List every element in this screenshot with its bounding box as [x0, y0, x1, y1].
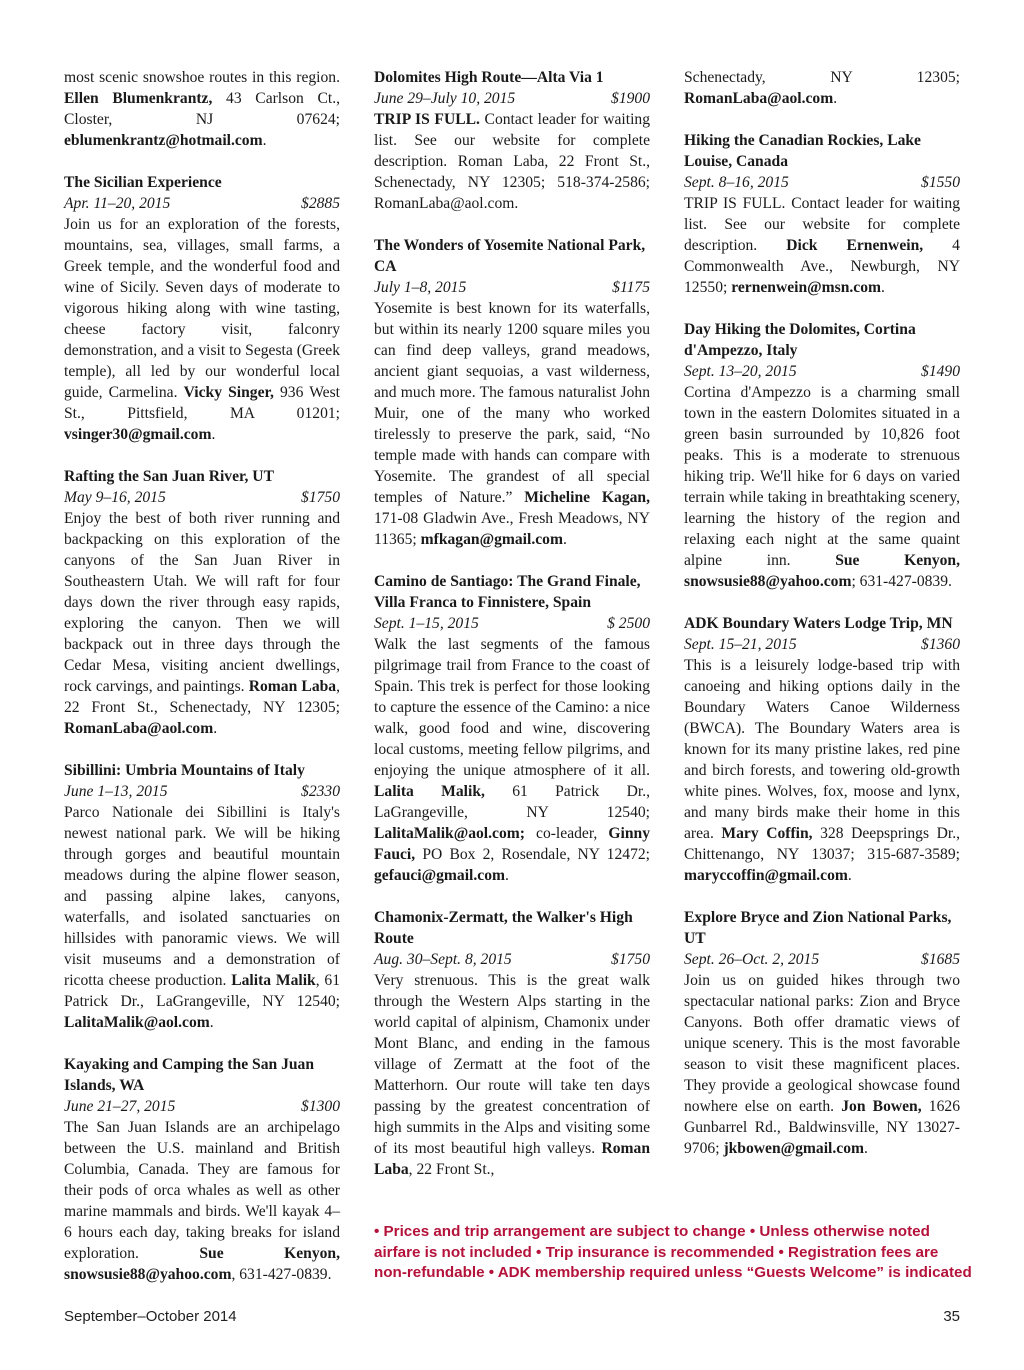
trip-price: $1750: [301, 489, 340, 506]
trip-listing: [374, 571, 650, 886]
trip-title: The Wonders of Yosemite National Park, CA: [374, 237, 646, 275]
trip-listing: [64, 172, 340, 445]
trip-meta: [64, 781, 340, 802]
leader-name: Vicky Singer,: [183, 384, 274, 401]
trip-meta: [684, 949, 960, 970]
trip-title: Camino de Santiago: The Grand Finale, Villa Franca to Finnistere, Spain: [374, 573, 641, 611]
trip-meta: [684, 172, 960, 193]
trip-price: $ 2500: [607, 615, 650, 632]
trip-listing: [64, 1054, 340, 1285]
leader-address: 1626 Gunbarrel Rd., Baldwinsville, NY 13027-9706;: [684, 1098, 960, 1157]
trip-title: Kayaking and Camping the San Juan Islands, WA: [64, 1056, 315, 1094]
trip-meta: [684, 634, 960, 655]
trip-full-notice: TRIP IS FULL.: [374, 111, 480, 128]
leader-name: Lalita Malik,: [374, 783, 485, 800]
leader-phone: , 631-427-0839.: [231, 1266, 332, 1283]
trip-dates: July 1–8, 2015: [374, 279, 467, 296]
trip-price: $1175: [612, 279, 650, 296]
trip-dates: May 9–16, 2015: [64, 489, 166, 506]
trip-dates: Sept. 1–15, 2015: [374, 615, 479, 632]
leader-name: Lalita Malik: [231, 972, 316, 989]
leader-email[interactable]: LalitaMalik@aol.com: [64, 1014, 210, 1031]
trip-title: Hiking the Canadian Rockies, Lake Louise, Canada: [684, 132, 921, 170]
leader-address: , 22 Front St.,: [408, 1161, 495, 1178]
trip-dates: Apr. 11–20, 2015: [64, 195, 171, 212]
leader-name: Ellen Blumenkrantz,: [64, 90, 213, 107]
trip-price: $2330: [301, 783, 340, 800]
trip-listing: [374, 235, 650, 550]
trip-listing: [684, 613, 960, 886]
leader-phone: ; 631-427-0839.: [851, 573, 952, 590]
trip-description: This is a leisurely lodge-based trip with canoeing and hiking options daily in the Boundary Waters Canoe Wilderness (BWCA). The Boundary Waters area is known for its many pristine lakes, red pine and birch forests, and towering old-growth white pines. Wolves, fox, moose and lynx, and many birds make their home in this area. Mary Coffin, 328 Deepsprings Dr., Chittenango, NY 13037; 315-687-3589; maryccoffin@gmail.com.: [684, 657, 960, 884]
trip-meta: [374, 613, 650, 634]
trip-price: $1685: [921, 951, 960, 968]
trip-listing: [684, 319, 960, 592]
leader-name: Micheline Kagan,: [524, 489, 650, 506]
trip-listing: [684, 130, 960, 298]
trip-listing: [64, 466, 340, 739]
co-leader-name: Ginny Fauci,: [374, 825, 650, 863]
leader-name: Dick Ernenwein,: [786, 237, 924, 254]
leader-email[interactable]: RomanLaba@aol.com: [64, 720, 214, 737]
trip-dates: June 21–27, 2015: [64, 1098, 176, 1115]
trip-description: Parco Nationale dei Sibillini is Italy's newest national park. We will be hiking through gorges and beautiful mountain meadows during the alpine flower season, and passing alpine lakes, canyons, waterfalls, and isolated sanctuaries on hillsides with panoramic views. We will visit museums and a demonstration of ricotta cheese production. Lalita Malik, 61 Patrick Dr., LaGrangeville, NY 12540; LalitaMalik@aol.com.: [64, 804, 340, 1031]
trip-description: Join us for an exploration of the forests, mountains, sea, villages, small farms, a Greek temple, and the wonderful food and wine of Sicily. Seven days of moderate to vigorous hiking along with wine tasting, cheese factory visit, falconry demonstration, and a visit to Segesta (Greek temple), all led by our wonderful local guide, Carmelina. Vicky Singer, 936 West St., Pittsfield, MA 01201; vsinger30@gmail.com.: [64, 216, 341, 443]
co-leader-email[interactable]: gefauci@gmail.com: [374, 867, 505, 884]
trip-meta: [64, 193, 340, 214]
trip-listing: [374, 907, 650, 1180]
leader-name: Roman Laba: [374, 1140, 650, 1178]
trip-meta: [374, 277, 650, 298]
trip-title: ADK Boundary Waters Lodge Trip, MN: [684, 615, 953, 632]
leader-email[interactable]: vsinger30@gmail.com: [64, 426, 212, 443]
page-number: 35: [943, 1308, 960, 1325]
trip-price: $1900: [611, 90, 650, 107]
trip-listing: [684, 907, 960, 1159]
leader-address: 4 Commonwealth Ave., Newburgh, NY 12550;: [684, 237, 960, 296]
trip-meta: [64, 1096, 340, 1117]
trip-listing: [374, 67, 650, 214]
leader-address: , 61 Patrick Dr., LaGrangeville, NY 12540;: [64, 972, 340, 1010]
trip-meta: [684, 361, 960, 382]
trip-price: $1490: [921, 363, 960, 380]
notice-line: • Prices and trip arrangement are subject to change • Unless otherwise noted: [374, 1223, 930, 1240]
co-leader-address: PO Box 2, Rosendale, NY 12472;: [415, 846, 650, 863]
leader-address: 328 Deepsprings Dr., Chittenango, NY 13037; 315-687-3589;: [684, 825, 960, 863]
trip-description: Very strenuous. This is the great walk through the Western Alps starting in the world capital of alpinism, Chamonix under Mont Blanc, and ending in the famous village of Zermatt at the foot of the Matterhorn. Our route will take ten days passing by the greatest concentration of high summits in the Alps and visiting some of its most beautiful high valleys. Roman Laba, 22 Front St.,: [374, 972, 650, 1178]
leader-contact[interactable]: Sue Kenyon, snowsusie88@yahoo.com: [684, 552, 960, 590]
leader-address: 936 West St., Pittsfield, MA 01201;: [64, 384, 341, 422]
leader-name: Mary Coffin,: [721, 825, 813, 842]
leader-address: 43 Carlson Ct., Closter, NJ 07624;: [64, 90, 340, 128]
trip-meta: [64, 487, 340, 508]
notice-line: non-refundable • ADK membership required unless “Guests Welcome” is indicated: [374, 1264, 972, 1281]
trip-price: $1300: [301, 1098, 340, 1115]
trip-title: Sibillini: Umbria Mountains of Italy: [64, 762, 305, 779]
column-1: [64, 67, 340, 1306]
trip-dates: June 29–July 10, 2015: [374, 90, 516, 107]
trip-price: $2885: [301, 195, 340, 212]
continued-listing: Schenectady, NY 12305; RomanLaba@aol.com.: [684, 69, 960, 107]
trip-meta: [374, 949, 650, 970]
trip-title: Day Hiking the Dolomites, Cortina d'Ampezzo, Italy: [684, 321, 916, 359]
trip-description: Walk the last segments of the famous pilgrimage trail from France to the coast of Spain. This trek is perfect for those looking to capture the essence of the Camino: a nice walk, good food and wine, discovering local customs, meeting fellow pilgrims, and enjoying the unique atmosphere of it all. Lalita Malik, 61 Patrick Dr., LaGrangeville, NY 12540; LalitaMalik@aol.com; co-leader, Ginny Fauci, PO Box 2, Rosendale, NY 12472; gefauci@gmail.com.: [374, 636, 650, 884]
trip-price: $1750: [611, 951, 650, 968]
trip-dates: Sept. 26–Oct. 2, 2015: [684, 951, 820, 968]
issue-date: September–October 2014: [64, 1308, 237, 1325]
continued-listing: most scenic snowshoe routes in this region. Ellen Blumenkrantz, 43 Carlson Ct., Closter, NJ 07624; eblumenkrantz@hotmail.com.: [64, 69, 340, 149]
column-2: [374, 67, 650, 1201]
trip-dates: Aug. 30–Sept. 8, 2015: [374, 951, 512, 968]
trip-description: The San Juan Islands are an archipelago between the U.S. mainland and British Columbia, Canada. They are famous for their pods of orca whales as well as other marine mammals and birds. We'll kayak 4–6 hours each day, taking breaks for island exploration. Sue Kenyon, snowsusie88@yahoo.com, 631-427-0839.: [64, 1119, 340, 1283]
trip-dates: June 1–13, 2015: [64, 783, 168, 800]
leader-email[interactable]: eblumenkrantz@hotmail.com: [64, 132, 263, 149]
trip-description: TRIP IS FULL. Contact leader for waiting list. See our website for complete description. Roman Laba, 22 Front St., Schenectady, NY 12305; 518-374-2586; RomanLaba@aol.com.: [374, 111, 651, 212]
trip-title: Rafting the San Juan River, UT: [64, 468, 274, 485]
leader-email[interactable]: RomanLaba@aol.com: [684, 90, 834, 107]
trip-dates: Sept. 13–20, 2015: [684, 363, 797, 380]
leader-email[interactable]: mfkagan@gmail.com: [420, 531, 563, 548]
trip-listing: [64, 760, 340, 1033]
leader-contact[interactable]: Sue Kenyon, snowsusie88@yahoo.com: [64, 1245, 340, 1283]
leader-email[interactable]: maryccoffin@gmail.com: [684, 867, 848, 884]
leader-email[interactable]: jkbowen@gmail.com: [723, 1140, 864, 1157]
leader-name: Roman Laba: [248, 678, 337, 695]
leader-email[interactable]: LalitaMalik@aol.com;: [374, 825, 525, 842]
notice-line: airfare is not included • Trip insurance is recommended • Registration fees are: [374, 1243, 939, 1261]
trip-title: The Sicilian Experience: [64, 174, 222, 191]
trip-description: Cortina d'Ampezzo is a charming small town in the eastern Dolomites situated in a green basin surrounded by 10,826 foot peaks. This is a moderate to strenuous hiking trip. We'll hike for 6 days on varied terrain while taking in breathtaking scenery, learning the history of the region and relaxing each night at the same quaint alpine inn. Sue Kenyon, snowsusie88@yahoo.com; 631-427-0839.: [684, 384, 960, 590]
leader-address: 61 Patrick Dr., LaGrangeville, NY 12540;: [374, 783, 650, 821]
trip-description: Join us on guided hikes through two spectacular national parks: Zion and Bryce Canyons. Both offer dramatic views of unique scenery. This is the most favorable season to visit these magnificent places. They provide a geological showcase found nowhere else on earth. Jon Bowen, 1626 Gunbarrel Rd., Baldwinsville, NY 13027-9706; jkbowen@gmail.com.: [684, 972, 960, 1157]
trip-price: $1550: [921, 174, 960, 191]
leader-address: 171-08 Gladwin Ave., Fresh Meadows, NY 11365;: [374, 510, 650, 548]
column-3: [684, 67, 960, 1180]
trip-dates: Sept. 8–16, 2015: [684, 174, 789, 191]
leader-email[interactable]: rernenwein@msn.com: [731, 279, 882, 296]
trip-title: Chamonix-Zermatt, the Walker's High Route: [374, 909, 633, 947]
trip-description: TRIP IS FULL. Contact leader for waiting list. See our website for complete description. Dick Ernenwein, 4 Commonwealth Ave., Newburgh, NY 12550; rernenwein@msn.com.: [684, 195, 960, 296]
listing-text: most scenic snowshoe routes in this region.: [64, 69, 340, 86]
trip-dates: Sept. 15–21, 2015: [684, 636, 797, 653]
trip-description: Yosemite is best known for its waterfalls, but within its nearly 1200 square miles you can find deep valleys, grand meadows, ancient giant sequoias, a vast wilderness, and much more. The famous naturalist John Muir, one of the many who worked tirelessly to preserve the park, said, “No temple made with hands can compare with Yosemite. The grandest of all special temples of Nature.” Micheline Kagan, 171-08 Gladwin Ave., Fresh Meadows, NY 11365; mfkagan@gmail.com.: [374, 300, 650, 548]
trip-meta: [374, 88, 650, 109]
trip-title: Explore Bryce and Zion National Parks, UT: [684, 909, 952, 947]
leader-name: Jon Bowen,: [841, 1098, 922, 1115]
leader-address: Schenectady, NY 12305;: [684, 69, 960, 86]
trip-price: $1360: [921, 636, 960, 653]
leader-address: , 22 Front St., Schenectady, NY 12305;: [64, 678, 340, 716]
trip-policy-notice: [374, 1222, 974, 1284]
trip-title: Dolomites High Route—Alta Via 1: [374, 69, 604, 86]
trip-description: Enjoy the best of both river running and backpacking on this exploration of the canyons of the San Juan River in Southeastern Utah. We will raft for four days down the river through easy rapids, exploring the canyon. Then we will backpack out in three days through the Cedar Mesa, visiting ancient dwellings, rock carvings, and paintings. Roman Laba, 22 Front St., Schenectady, NY 12305; RomanLaba@aol.com.: [64, 510, 340, 737]
